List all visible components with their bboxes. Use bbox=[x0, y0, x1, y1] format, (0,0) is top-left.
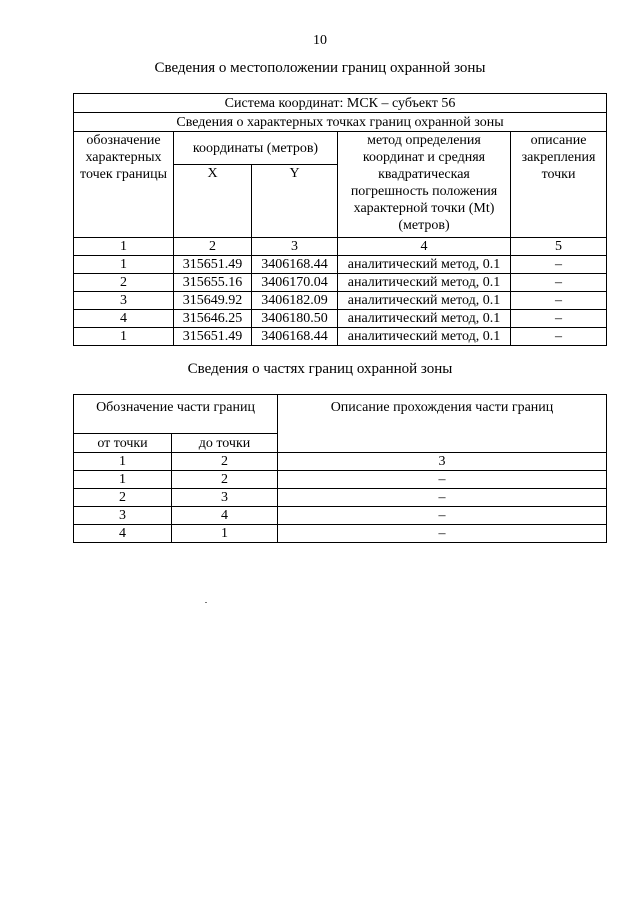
column-number: 5 bbox=[511, 238, 607, 256]
x-value: 315649.92 bbox=[174, 292, 252, 310]
method-value: аналитический метод, 0.1 bbox=[338, 256, 511, 274]
fixing-value: – bbox=[511, 274, 607, 292]
from-point: 3 bbox=[74, 507, 172, 525]
table-row bbox=[74, 256, 607, 274]
to-point: 3 bbox=[172, 489, 278, 507]
point-id: 1 bbox=[74, 328, 174, 346]
coords-column-header: координаты (метров) bbox=[174, 132, 338, 165]
to-point: 2 bbox=[172, 471, 278, 489]
column-number: 2 bbox=[174, 238, 252, 256]
method-column-header: метод определения координат и средняя квадратичеcкая погрешность положения характерной точки (Mt) (метров) bbox=[338, 132, 511, 238]
part-description: – bbox=[278, 471, 607, 489]
points-table bbox=[73, 93, 607, 346]
fixing-value: – bbox=[511, 310, 607, 328]
from-point: 2 bbox=[74, 489, 172, 507]
fixing-value: – bbox=[511, 292, 607, 310]
column-number: 4 bbox=[338, 238, 511, 256]
from-point-header: от точки bbox=[74, 434, 172, 453]
method-value: аналитический метод, 0.1 bbox=[338, 328, 511, 346]
fixing-value: – bbox=[511, 328, 607, 346]
y-value: 3406182.09 bbox=[252, 292, 338, 310]
point-id: 1 bbox=[74, 256, 174, 274]
column-number: 1 bbox=[74, 453, 172, 471]
section1-title: Сведения о местоположении границ охранной зоны bbox=[154, 60, 486, 76]
y-value: 3406180.50 bbox=[252, 310, 338, 328]
y-value: 3406170.04 bbox=[252, 274, 338, 292]
x-value: 315651.49 bbox=[174, 328, 252, 346]
scan-speck bbox=[205, 602, 207, 603]
to-point: 4 bbox=[172, 507, 278, 525]
y-value: 3406168.44 bbox=[252, 328, 338, 346]
column-number: 2 bbox=[172, 453, 278, 471]
y-value: 3406168.44 bbox=[252, 256, 338, 274]
column-number: 3 bbox=[252, 238, 338, 256]
x-value: 315655.16 bbox=[174, 274, 252, 292]
column-numbers-row bbox=[74, 453, 607, 471]
part-description: – bbox=[278, 525, 607, 543]
fixing-column-header: описание закрепления точки bbox=[511, 132, 607, 238]
table-row bbox=[74, 507, 607, 525]
x-value: 315646.25 bbox=[174, 310, 252, 328]
table-row bbox=[74, 328, 607, 346]
point-id: 2 bbox=[74, 274, 174, 292]
method-value: аналитический метод, 0.1 bbox=[338, 274, 511, 292]
column-numbers-row bbox=[74, 238, 607, 256]
coordinate-system-header: Система координат: МСК – субъект 56 bbox=[74, 94, 607, 113]
points-info-header: Сведения о характерных точках границ охранной зоны bbox=[74, 113, 607, 132]
point-id: 3 bbox=[74, 292, 174, 310]
from-point: 4 bbox=[74, 525, 172, 543]
section2-title: Сведения о частях границ охранной зоны bbox=[187, 361, 453, 377]
page-number: 10 bbox=[313, 33, 327, 48]
to-point-header: до точки bbox=[172, 434, 278, 453]
table-row bbox=[74, 274, 607, 292]
description-header: Описание прохождения части границ bbox=[278, 395, 607, 453]
x-column-header: X bbox=[174, 165, 252, 238]
designation-column-header: обозначение характерных точек границы bbox=[74, 132, 174, 238]
column-number: 1 bbox=[74, 238, 174, 256]
fixing-value: – bbox=[511, 256, 607, 274]
part-designation-header: Обозначение части границ bbox=[74, 395, 278, 434]
table-row bbox=[74, 310, 607, 328]
table-row bbox=[74, 525, 607, 543]
part-description: – bbox=[278, 489, 607, 507]
y-column-header: Y bbox=[252, 165, 338, 238]
table-row bbox=[74, 471, 607, 489]
column-number: 3 bbox=[278, 453, 607, 471]
point-id: 4 bbox=[74, 310, 174, 328]
parts-table bbox=[73, 394, 607, 543]
method-value: аналитический метод, 0.1 bbox=[338, 292, 511, 310]
table-row bbox=[74, 489, 607, 507]
from-point: 1 bbox=[74, 471, 172, 489]
part-description: – bbox=[278, 507, 607, 525]
table-row bbox=[74, 292, 607, 310]
to-point: 1 bbox=[172, 525, 278, 543]
x-value: 315651.49 bbox=[174, 256, 252, 274]
method-value: аналитический метод, 0.1 bbox=[338, 310, 511, 328]
